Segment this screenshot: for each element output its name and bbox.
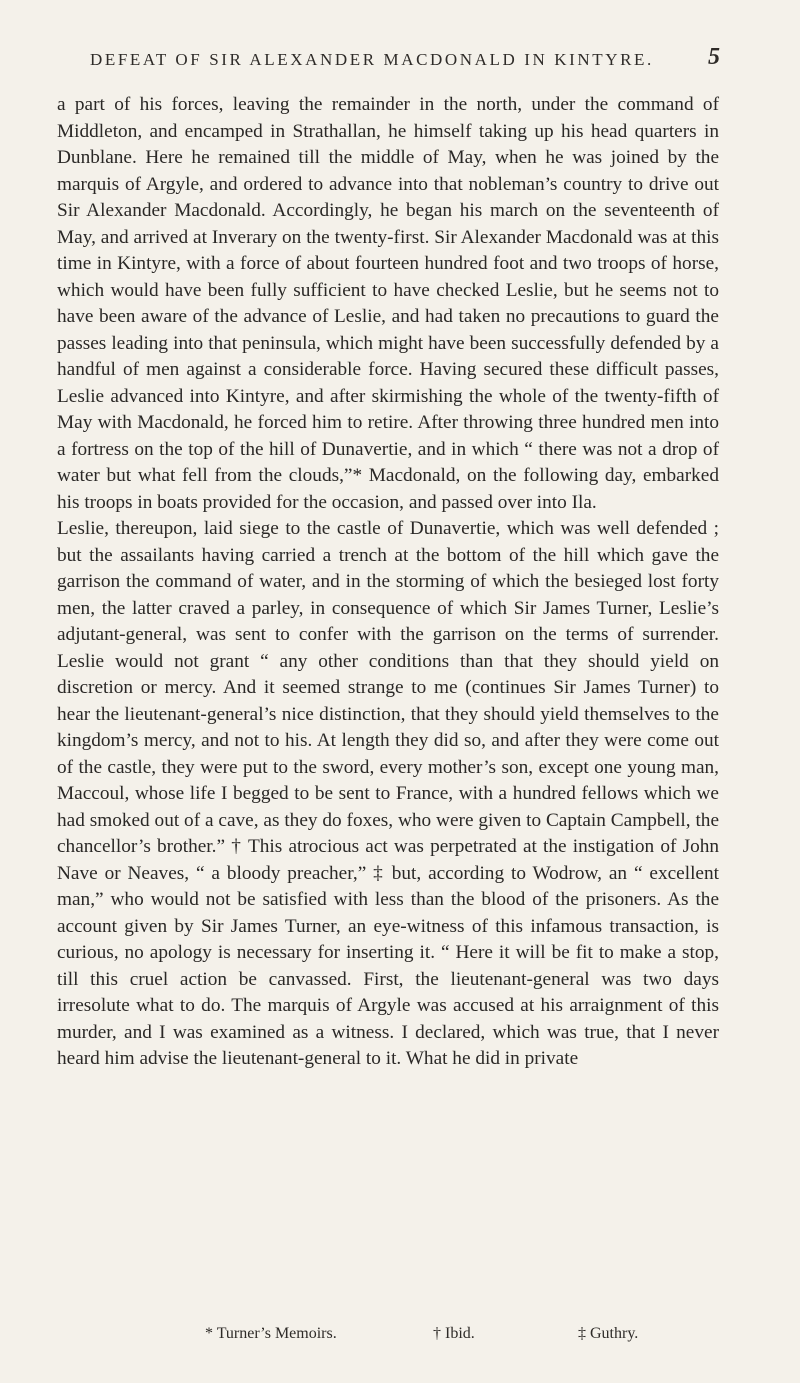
running-title: DEFEAT OF SIR ALEXANDER MACDONALD IN KINTYRE. bbox=[90, 50, 654, 69]
page-number: 5 bbox=[708, 44, 720, 70]
running-header bbox=[90, 44, 720, 70]
paragraph: a part of his forces, leaving the remainder in the north, under the command of Middleton, and encamped in Strathallan, he himself taking up his head quarters in Dunblane. Here he remained till the middle of May, when he was joined by the marquis of Argyle, and ordered to advance into that nobleman’s country to drive out Sir Alexander Macdonald. Accordingly, he began his march on the seventeenth of May, and arrived at Inverary on the twenty-first. Sir Alexander Macdonald was at this time in Kintyre, with a force of about fourteen hundred foot and two troops of horse, which would have been fully sufficient to have checked Leslie, but he seems not to have been aware of the advance of Leslie, and had taken no precautions to guard the passes leading into that peninsula, which might have been successfully defended by a handful of men against a considerable force. Having secured these difficult passes, Leslie advanced into Kintyre, and after skirmishing the whole of the twenty-fifth of May with Macdonald, he forced him to retire. After throwing three hundred men into a fortress on the top of the hill of Dunavertie, and in which “ there was not a drop of water but what fell from the clouds,”* Macdonald, on the following day, embarked his troops in boats provided for the occasion, and passed over into Ila. bbox=[57, 94, 719, 513]
footnote: * Turner’s Memoirs. bbox=[205, 1325, 337, 1342]
footnote: † Ibid. bbox=[433, 1325, 475, 1342]
body-text bbox=[57, 92, 719, 1073]
paragraph: Leslie, thereupon, laid siege to the castle of Dunavertie, which was well defended ; but the assailants having carried a trench at the bottom of the hill which gave the garrison the command of water, and in the storming of which the besieged lost forty men, the latter craved a parley, in consequence of which Sir James Turner, Leslie’s adjutant-general, was sent to confer with the garrison on the terms of surrender. Leslie would not grant “ any other conditions than that they should yield on discretion or mercy. And it seemed strange to me (continues Sir James Turner) to hear the lieutenant-general’s nice distinction, that they should yield themselves to the kingdom’s mercy, and not to his. At length they did so, and after they were come out of the castle, they were put to the sword, every mother’s son, except one young man, Maccoul, whose life I begged to be sent to France, with a hundred fellows which we had smoked out of a cave, as they do foxes, who were given to Captain Campbell, the chancellor’s brother.” † This atrocious act was perpetrated at the instigation of John Nave or Neaves, “ a bloody preacher,” ‡ but, according to Wodrow, an “ excellent man,” who would not be satisfied with less than the blood of the prisoners. As the account given by Sir James Turner, an eye-witness of this infamous transaction, is curious, no apology is necessary for inserting it. “ Here it will be fit to make a stop, till this cruel action be canvassed. First, the lieutenant-general was two days irresolute what to do. The marquis of Argyle was accused at his arraignment of this murder, and I was examined as a witness. I declared, which was true, that I never heard him advise the lieutenant-general to it. What he did in private bbox=[57, 518, 719, 1069]
footnote: ‡ Guthry. bbox=[578, 1325, 639, 1342]
